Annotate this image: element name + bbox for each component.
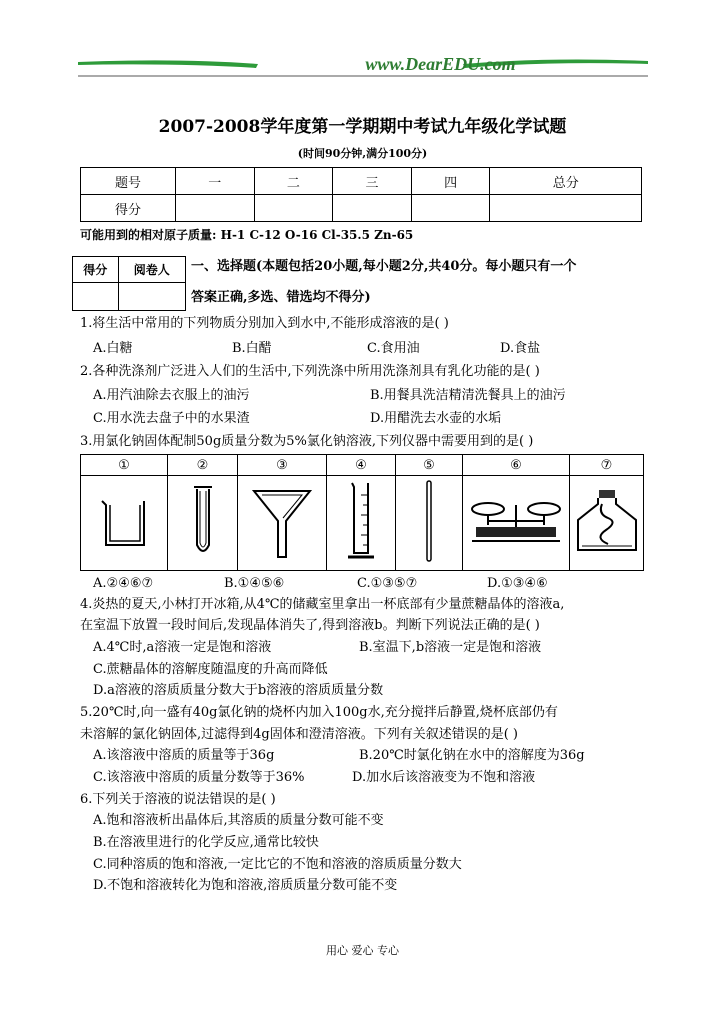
- question-4-stem-2: 在室温下放置一段时间后,发现晶体消失了,得到溶液b。判断下列说法正确的是( ): [80, 618, 540, 633]
- q1-option-a[interactable]: A.白糖: [93, 341, 133, 356]
- question-5-stem-2: 未溶解的氯化钠固体,过滤得到4g固体和澄清溶液。下列有关叙述错误的是( ): [80, 727, 519, 742]
- graduated-cylinder-cell: [327, 476, 396, 571]
- score-input-cell[interactable]: [176, 195, 255, 222]
- score-cell: 二: [254, 168, 333, 195]
- apparatus-number: ③: [238, 455, 327, 476]
- apparatus-number: ②: [168, 455, 238, 476]
- q5-option-b[interactable]: B.20℃时氯化钠在水中的溶解度为36g: [359, 748, 585, 763]
- q1-option-c[interactable]: C.食用油: [367, 341, 420, 356]
- q4-option-a[interactable]: A.4℃时,a溶液一定是饱和溶液: [93, 640, 272, 655]
- question-1-stem: 1.将生活中常用的下列物质分别加入到水中,不能形成溶液的是( ): [80, 316, 449, 331]
- apparatus-number: ④: [327, 455, 396, 476]
- q6-option-a[interactable]: A.饱和溶液析出晶体后,其溶质的质量分数可能不变: [93, 813, 384, 828]
- section1-instructions-line2: 答案正确,多选、错选均不得分): [191, 290, 371, 305]
- q4-option-d[interactable]: D.a溶液的溶质质量分数大于b溶液的溶质质量分数: [93, 683, 384, 698]
- funnel-icon: [250, 481, 314, 561]
- score-table-score-row: [81, 195, 642, 222]
- apparatus-number: ⑥: [463, 455, 570, 476]
- balance-scale-icon: [468, 491, 564, 551]
- q2-option-a[interactable]: A.用汽油除去衣服上的油污: [93, 388, 250, 403]
- beaker-icon: [94, 491, 154, 551]
- score-cell: 一: [176, 168, 255, 195]
- glass-rod-cell: [396, 476, 463, 571]
- q6-option-d[interactable]: D.不饱和溶液转化为饱和溶液,溶质质量分数可能不变: [93, 878, 398, 893]
- q3-option-d[interactable]: D.①③④⑥: [487, 576, 548, 591]
- header-site: www.DearEDU.com: [365, 54, 516, 74]
- q6-option-b[interactable]: B.在溶液里进行的化学反应,通常比较快: [93, 835, 319, 850]
- q4-option-c[interactable]: C.蔗糖晶体的溶解度随温度的升高而降低: [93, 662, 328, 677]
- q2-option-b[interactable]: B.用餐具洗洁精清洗餐具上的油污: [370, 388, 566, 403]
- grader-score-cell[interactable]: [73, 283, 119, 311]
- score-input-cell[interactable]: [254, 195, 333, 222]
- exam-title: 2007-2008学年度第一学期期中考试九年级化学试题: [158, 117, 567, 137]
- header-banner: [78, 54, 648, 80]
- q1-option-d[interactable]: D.食盐: [500, 341, 541, 356]
- apparatus-table: [80, 454, 644, 571]
- q1-option-b[interactable]: B.白醋: [232, 341, 272, 356]
- apparatus-number: ⑦: [570, 455, 644, 476]
- page-footer: 用心 爱心 专心: [326, 944, 399, 957]
- test-tube-icon: [188, 481, 218, 561]
- apparatus-number: ⑤: [396, 455, 463, 476]
- balance-cell: [463, 476, 570, 571]
- grader-score-label: 得分: [73, 257, 119, 283]
- funnel-cell: [238, 476, 327, 571]
- q2-option-d[interactable]: D.用醋洗去水壶的水垢: [370, 411, 502, 426]
- glass-rod-icon: [422, 478, 436, 564]
- score-cell: 三: [333, 168, 412, 195]
- score-table-header-row: [81, 168, 642, 195]
- q3-option-b[interactable]: B.①④⑤⑥: [224, 576, 285, 591]
- beaker-cell: [81, 476, 168, 571]
- score-cell: 四: [411, 168, 490, 195]
- q3-option-a[interactable]: A.②④⑥⑦: [93, 576, 154, 591]
- grader-reviewer-label: 阅卷人: [118, 257, 185, 283]
- q2-option-c[interactable]: C.用水洗去盘子中的水果渣: [93, 411, 250, 426]
- wide-mouth-bottle-icon: [572, 488, 642, 554]
- grader-reviewer-cell[interactable]: [118, 283, 185, 311]
- q4-option-b[interactable]: B.室温下,b溶液一定是饱和溶液: [359, 640, 542, 655]
- score-cell: 总分: [490, 168, 642, 195]
- section1-instructions-line1: 一、选择题(本题包括20小题,每小题2分,共40分。每小题只有一个: [191, 259, 577, 274]
- question-6-stem: 6.下列关于溶液的说法错误的是( ): [80, 792, 276, 807]
- reagent-bottle-cell: [570, 476, 644, 571]
- score-input-cell[interactable]: [411, 195, 490, 222]
- score-input-cell[interactable]: [490, 195, 642, 222]
- score-cell: 题号: [81, 168, 176, 195]
- q5-option-d[interactable]: D.加水后该溶液变为不饱和溶液: [352, 770, 536, 785]
- question-4-stem: 4.炎热的夏天,小林打开冰箱,从4℃的储藏室里拿出一杯底部有少量蔗糖晶体的溶液a,: [80, 597, 565, 612]
- q3-option-c[interactable]: C.①③⑤⑦: [357, 576, 418, 591]
- exam-subtitle: (时间90分钟,满分100分): [297, 147, 428, 160]
- atomic-masses: 可能用到的相对原子质量: H-1 C-12 O-16 Cl-35.5 Zn-65: [80, 228, 414, 242]
- test-tube-cell: [168, 476, 238, 571]
- apparatus-number: ①: [81, 455, 168, 476]
- q5-option-c[interactable]: C.该溶液中溶质的质量分数等于36%: [93, 770, 305, 785]
- grader-table: [72, 256, 186, 311]
- score-input-cell[interactable]: [333, 195, 412, 222]
- graduated-cylinder-icon: [344, 479, 378, 563]
- question-3-stem: 3.用氯化钠固体配制50g质量分数为5%氯化钠溶液,下列仪器中需要用到的是( ): [80, 434, 534, 449]
- question-2-stem: 2.各种洗涤剂广泛进入人们的生活中,下列洗涤中所用洗涤剂具有乳化功能的是( ): [80, 364, 540, 379]
- q5-option-a[interactable]: A.该溶液中溶质的质量等于36g: [93, 748, 275, 763]
- score-table: [80, 167, 642, 222]
- question-5-stem: 5.20℃时,向一盛有40g氯化钠的烧杯内加入100g水,充分搅拌后静置,烧杯底部仍有: [80, 705, 558, 720]
- q6-option-c[interactable]: C.同种溶质的饱和溶液,一定比它的不饱和溶液的溶质质量分数大: [93, 857, 462, 872]
- score-cell: 得分: [81, 195, 176, 222]
